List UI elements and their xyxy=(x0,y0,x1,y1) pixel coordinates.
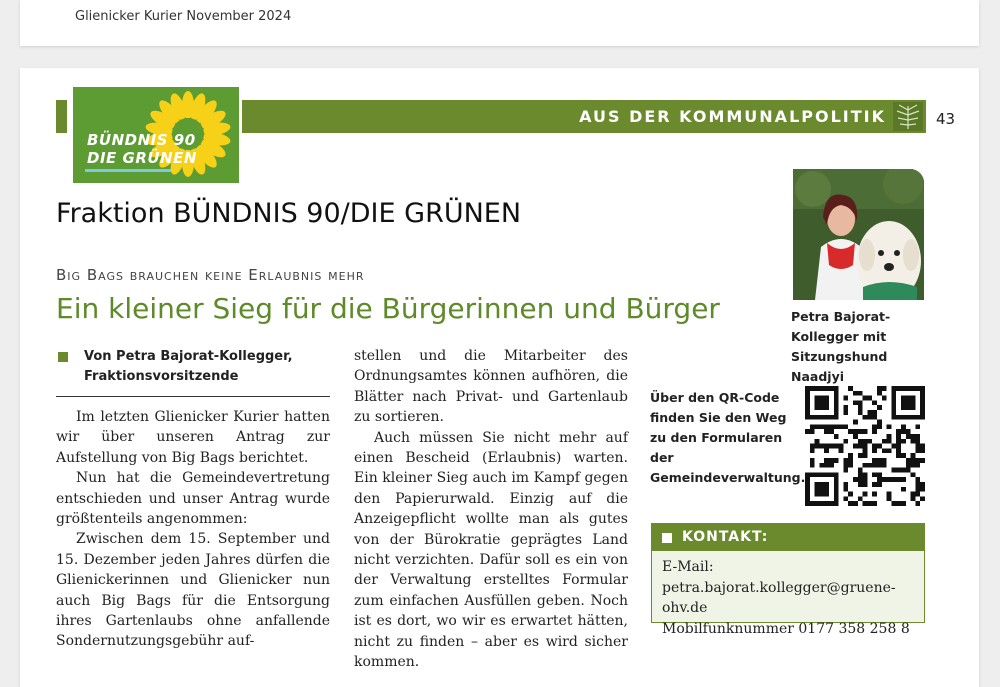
page-number: 43 xyxy=(936,110,956,128)
qr-code-note: Über den QR-Code finden Sie den Weg zu den Formularen der Gemeindeverwaltung. xyxy=(650,390,806,485)
paragraph: Auch müssen Sie nicht mehr auf einen Bescheid (Erlaubnis) warten. Ein kleiner Sieg auch im Kampf gegen den Papierurwald. Einzig auf die Anzeigepflicht wollte man als gutes von der Bürokratie geprägtes Land nicht verzichten. Dafür soll es ein von der Verwaltung erstelltes Formular zum einfachen Ausfüllen geben. Noch ist es dort, wo wir es erwartet hätten, nicht zu finden – aber es wird sicher kommen. xyxy=(354,429,628,671)
phone-number: Mobilfunknummer 0177 358 258 8 xyxy=(662,620,910,637)
paragraph: Nun hat die Gemeindevertretung entschieden und unser Antrag wurde größtenteils angenommen: xyxy=(56,470,330,528)
logo-line1: BÜNDNIS 90 xyxy=(87,131,196,149)
party-logo xyxy=(73,87,239,183)
article-column-2 xyxy=(354,346,628,673)
byline-rule xyxy=(56,396,330,397)
paragraph: Im letzten Glienicker Kurier hatten wir über unseren Antrag zur Aufstellung von Big Bags berichtet. xyxy=(56,409,330,466)
section-title: AUS DER KOMMUNALPOLITIK xyxy=(579,107,886,126)
faction-title: Fraktion BÜNDNIS 90/DIE GRÜNEN xyxy=(56,198,522,229)
logo-underline xyxy=(85,169,171,172)
logo-line2: DIE GRÜNEN xyxy=(87,149,197,167)
contact-bullet xyxy=(662,533,672,543)
running-header: Glienicker Kurier November 2024 xyxy=(75,9,292,24)
section-band xyxy=(242,100,926,133)
previous-page-strip xyxy=(20,0,979,46)
article-kicker: Big Bags brauchen keine Erlaubnis mehr xyxy=(56,266,365,284)
paragraph: Zwischen dem 15. September und 15. Dezember jeden Jahres dürfen die Glienickerinnen und Glienicker nun auch Big Bags für die Entsorgung ihres Gartenlaubs ohne anfallende Sondernutzungsgebühr auf- xyxy=(56,531,330,650)
author-bullet xyxy=(58,352,68,362)
email-address[interactable]: petra.bajorat.kollegger@gruene-ohv.de xyxy=(662,579,896,616)
paragraph: stellen und die Mitarbeiter des Ordnungsamtes können aufhören, die Blätter nach Privat- und Gartenlaub zu sortieren. xyxy=(354,348,628,426)
contact-details xyxy=(652,551,924,639)
article-headline: Ein kleiner Sieg für die Bürgerinnen und Bürger xyxy=(56,292,720,325)
newspaper-page xyxy=(20,68,979,687)
article-column-1 xyxy=(56,407,330,652)
contact-box xyxy=(651,523,925,637)
contact-heading xyxy=(652,524,924,551)
email-label: E-Mail: xyxy=(662,559,714,575)
author-byline xyxy=(84,347,334,387)
qr-code[interactable] xyxy=(805,386,925,506)
author-role: Fraktionsvorsitzende xyxy=(84,369,239,384)
author-name: Von Petra Bajorat-Kollegger, xyxy=(84,349,293,364)
contact-heading-label: KONTAKT: xyxy=(682,529,769,545)
photo-caption: Petra Bajorat-Kollegger mit Sitzungshund Naadjyi xyxy=(791,309,891,384)
header-band-stub xyxy=(56,100,67,133)
leaf-icon xyxy=(893,102,923,131)
author-photo xyxy=(793,169,924,300)
